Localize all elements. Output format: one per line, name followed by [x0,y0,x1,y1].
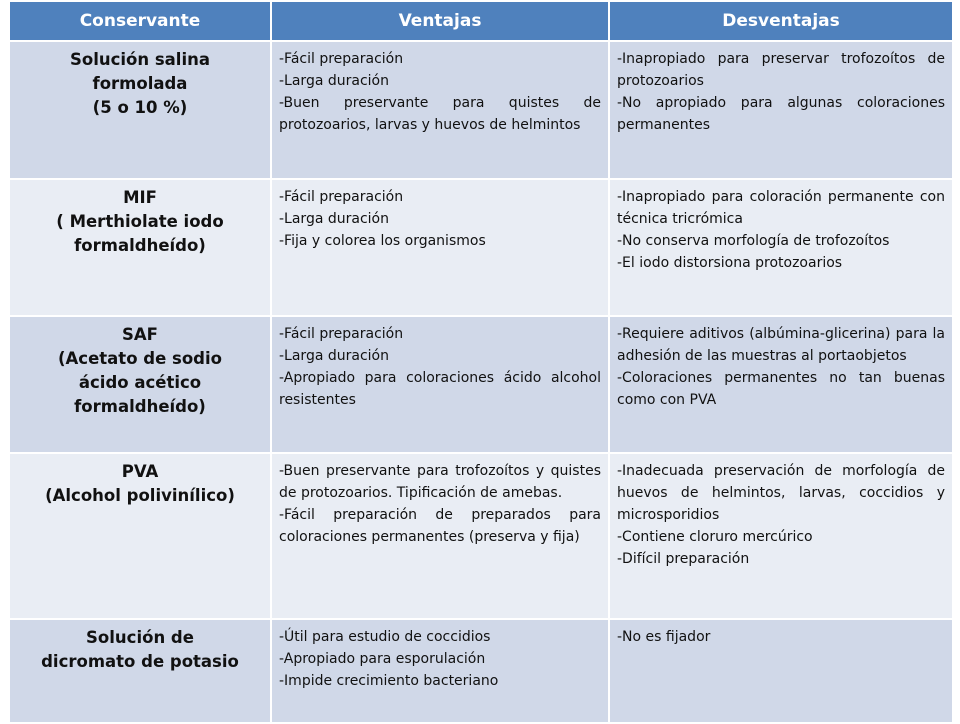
header-ventajas: Ventajas [271,1,609,41]
preservative-name-line: (Alcohol polivinílico) [45,486,235,505]
desventaja-item: -Contiene cloruro mercúrico [617,529,813,545]
desventaja-item: -Inapropiado para coloración permanente con técnica tricrómica [617,189,945,227]
ventaja-item: -Buen preservante para trofozoítos y quistes de protozoarios. Tipificación de amebas. [279,463,601,501]
header-row [9,1,953,41]
preservative-name-line: (5 o 10 %) [92,98,188,117]
desventajas-cell [609,453,953,619]
table-row [9,179,953,316]
desventaja-item: -Difícil preparación [617,551,750,567]
preservative-name-line: dicromato de potasio [41,652,239,671]
desventaja-item: -El iodo distorsiona protozoarios [617,255,843,271]
preservative-name-cell [9,179,271,316]
preservative-name-line: MIF [123,188,157,207]
preservative-name-line: SAF [122,325,158,344]
ventajas-cell [271,619,609,723]
ventaja-item: -Apropiado para coloraciones ácido alcohol resistentes [279,370,601,408]
ventaja-item: -Fácil preparación [279,189,404,205]
preservative-name-cell [9,41,271,179]
preservative-name-line: (Acetato de sodio [58,349,222,368]
ventaja-item: -Apropiado para esporulación [279,651,486,667]
ventaja-item: -Fácil preparación de preparados para coloraciones permanentes (preserva y fija) [279,507,601,545]
preservative-name-line: ( Merthiolate iodo [56,212,224,231]
desventaja-item: -No conserva morfología de trofozoítos [617,233,890,249]
preservative-name-line: formolada [92,74,188,93]
ventaja-item: -Buen preservante para quistes de protozoarios, larvas y huevos de helmintos [279,95,601,133]
preservative-name-line: formaldheído) [74,236,206,255]
desventaja-item: -Requiere aditivos (albúmina-glicerina) para la adhesión de las muestras al portaobjetos [617,326,945,364]
preservative-name-line: Solución salina [69,50,211,69]
ventaja-item: -Fácil preparación [279,326,404,342]
desventaja-item: -Inadecuada preservación de morfología de huevos de helmintos, larvas, coccidios y microsporidios [617,463,945,523]
header-desventajas: Desventajas [609,1,953,41]
desventaja-item: -Coloraciones permanentes no tan buenas como con PVA [617,370,945,408]
table-row [9,453,953,619]
desventaja-item: -Inapropiado para preservar trofozoítos de protozoarios [617,51,945,89]
ventaja-item: -Larga duración [279,211,389,227]
preservative-name-line: PVA [121,462,159,481]
preservative-name-cell [9,619,271,723]
ventaja-item: -Impide crecimiento bacteriano [279,673,499,689]
ventajas-cell [271,179,609,316]
ventajas-cell [271,453,609,619]
ventaja-item: -Útil para estudio de coccidios [279,629,491,645]
desventajas-cell [609,41,953,179]
desventajas-cell [609,179,953,316]
header-conservante: Conservante [9,1,271,41]
desventajas-cell [609,619,953,723]
preservative-name-line: Solución de [86,628,194,647]
table-row [9,619,953,723]
ventajas-cell [271,316,609,453]
preservatives-table [8,0,954,724]
preservative-name-cell [9,453,271,619]
desventajas-cell [609,316,953,453]
desventaja-item: -No apropiado para algunas coloraciones permanentes [617,95,945,133]
table-row [9,316,953,453]
desventaja-item: -No es fijador [617,629,711,645]
ventaja-item: -Fácil preparación [279,51,404,67]
ventajas-cell [271,41,609,179]
ventaja-item: -Larga duración [279,73,389,89]
preservative-name-line: formaldheído) [74,397,206,416]
preservative-name-cell [9,316,271,453]
preservative-name-line: ácido acético [78,373,202,392]
table-row [9,41,953,179]
ventaja-item: -Fija y colorea los organismos [279,233,486,249]
ventaja-item: -Larga duración [279,348,389,364]
